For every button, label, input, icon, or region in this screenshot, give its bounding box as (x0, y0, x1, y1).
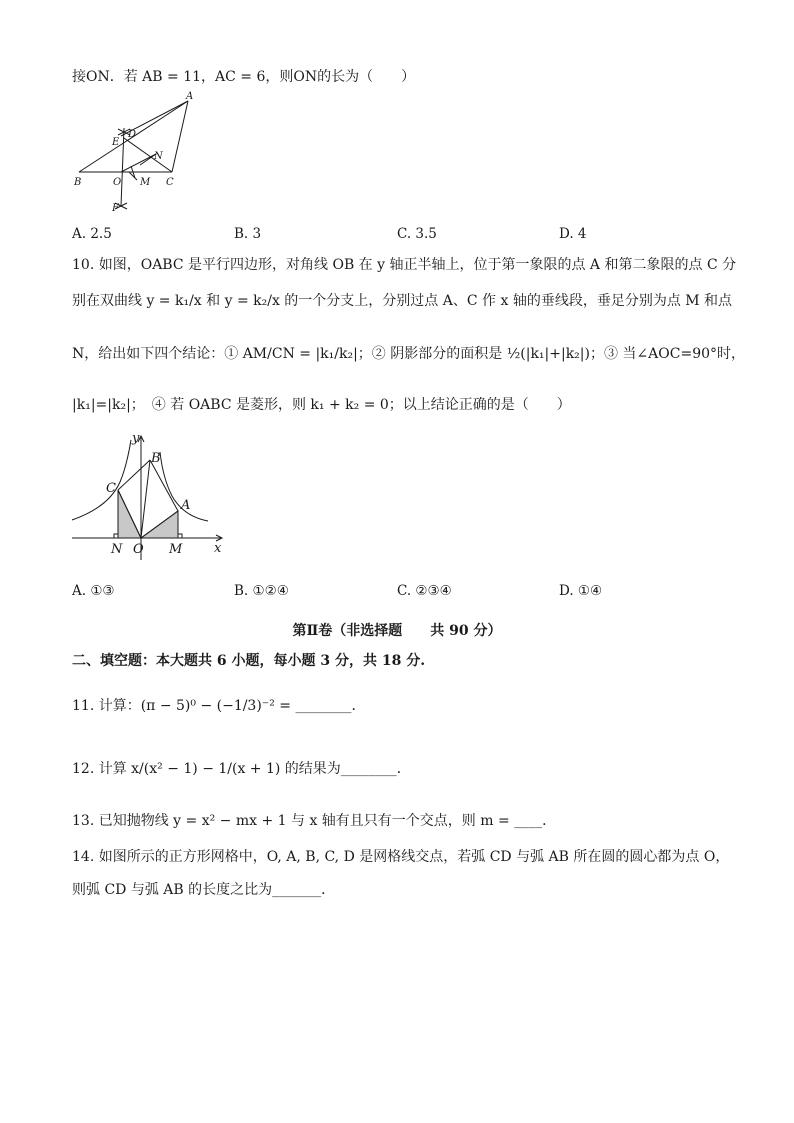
q10-segment-ba (150, 460, 178, 511)
q10-label-m: M (169, 542, 183, 557)
q13-line: 13. 已知抛物线 y = x² − mx + 1 与 x 轴有且只有一个交点，则 m = ____． (72, 813, 557, 829)
q10-label-x: x (214, 541, 222, 556)
q9-line: 接ON．若 AB = 11，AC = 6，则ON的长为（ ） (72, 69, 416, 85)
q10-label-n: N (111, 542, 123, 557)
q9-label-a: A (186, 91, 194, 102)
q10-option-b[interactable]: B. ①②④ (234, 583, 289, 599)
q10-line-4: |k₁|=|k₂|； ④ 若 OABC 是菱形，则 k₁ + k₂ = 0；以上结论正确的是（ ） (72, 397, 571, 413)
q10-label-o: O (133, 542, 144, 557)
section-2-heading: 二、填空题：本大题共 6 小题，每小题 3 分，共 18 分. (72, 653, 426, 669)
q10-segment-ob (141, 460, 150, 538)
q9-label-e: E (112, 137, 120, 148)
q9-option-a[interactable]: A. 2.5 (72, 226, 112, 242)
q9-option-c[interactable]: C. 3.5 (397, 226, 437, 242)
q10-label-b: B (151, 451, 161, 466)
q9-label-n: N (154, 151, 163, 162)
q9-label-o: O (113, 177, 122, 188)
q9-label-f: F (112, 203, 119, 214)
q12-line: 12. 计算 x/(x² − 1) − 1/(x + 1) 的结果为________． (72, 761, 411, 777)
q10-label-a: A (181, 498, 191, 513)
q10-line-1: 10. 如图，OABC 是平行四边形，对角线 OB 在 y 轴正半轴上，位于第一象限的点 A 和第二象限的点 C 分 (72, 257, 737, 273)
q9-label-m: M (140, 177, 151, 188)
q14-line-2: 则弧 CD 与弧 AB 的长度之比为_______． (72, 882, 336, 898)
q9-option-b[interactable]: B. 3 (234, 226, 262, 242)
q10-line-3: N，给出如下四个结论：① AM/CN = |k₁/k₂|；② 阴影部分的面积是 ½(|k₁|+|k₂|)；③ 当∠AOC=90°时， (72, 346, 746, 362)
section-2-title: 第Ⅱ卷（非选择题 共 90 分） (292, 623, 502, 639)
q9-label-c: C (166, 177, 174, 188)
q10-option-c[interactable]: C. ②③④ (397, 583, 452, 599)
q14-line-1: 14. 如图所示的正方形网格中，O, A, B, C, D 是网格线交点，若弧 CD 与弧 AB 所在圆的圆心都为点 O， (72, 849, 730, 865)
q11-line: 11. 计算：(π − 5)⁰ − (−1/3)⁻² = ________． (72, 698, 366, 714)
q10-option-d[interactable]: D. ①④ (559, 583, 603, 599)
q10-option-a[interactable]: A. ①③ (72, 583, 115, 599)
q9-label-b: B (74, 177, 82, 188)
q10-line-2: 别在双曲线 y = k₁/x 和 y = k₂/x 的一个分支上，分别过点 A、C 作 x 轴的垂线段，垂足分别为点 M 和点 (72, 293, 733, 309)
q9-label-d: D (128, 129, 137, 140)
q10-label-c: C (106, 481, 116, 496)
q10-label-y: y (132, 431, 140, 446)
q9-option-d[interactable]: D. 4 (559, 226, 587, 242)
